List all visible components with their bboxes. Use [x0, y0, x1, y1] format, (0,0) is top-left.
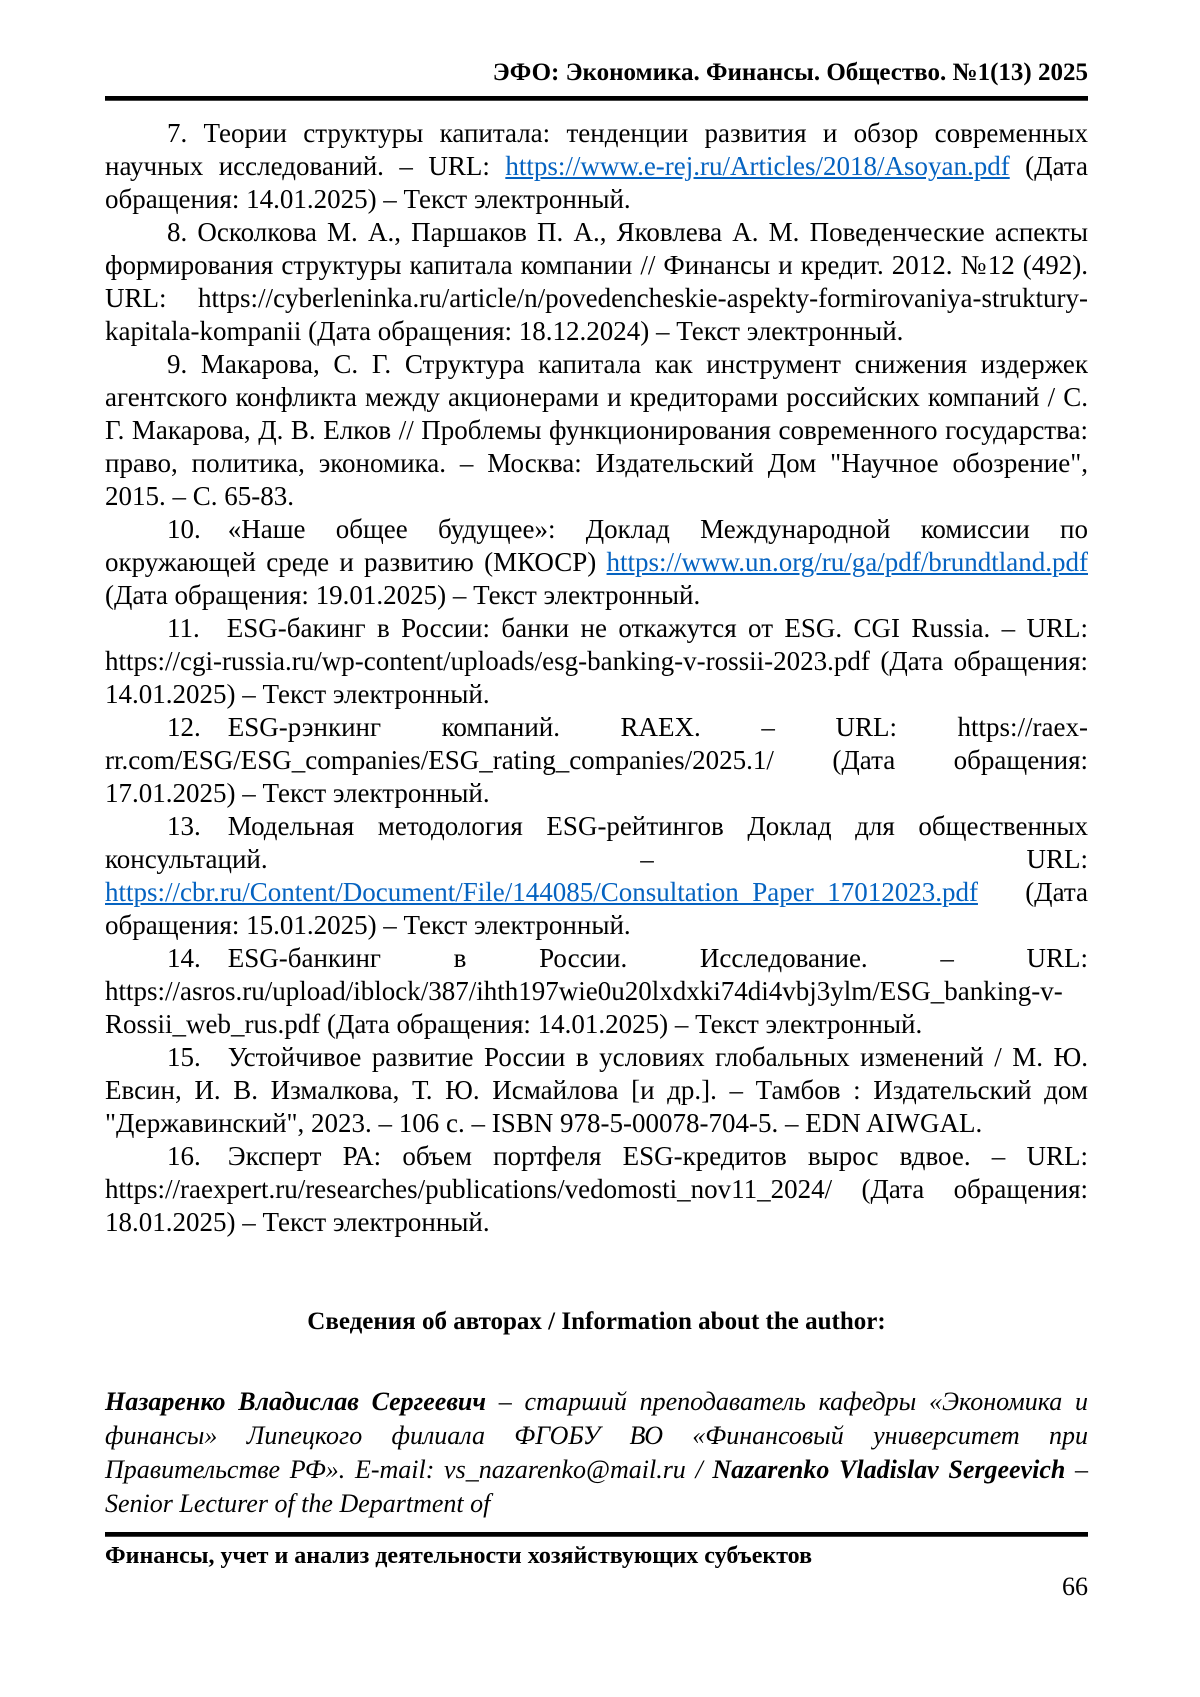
author-name-ru: Назаренко Владислав Сергеевич — [105, 1387, 487, 1416]
author-desc-en: – Senior Lecturer of the Department of — [105, 1455, 1088, 1518]
page-number: 66 — [1062, 1572, 1088, 1601]
footer-rule — [105, 1532, 1088, 1537]
reference-link[interactable]: https://cbr.ru/Content/Document/File/144085/Consultation_Paper_17012023.pdf — [105, 877, 978, 907]
reference-item — [105, 216, 1088, 348]
reference-text: 9. Макарова, С. Г. Структура капитала как инструмент снижения издержек агентского конфликта между акционерами и кредиторами российских компаний / С. Г. Макарова, Д. В. Елков // Проблемы функционирования современного государства: право, политика, экономика. – Москва: Издательский Дом "Научное обозрение", 2015. – С. 65-83. — [105, 349, 1088, 511]
footer-section-title: Финансы, учет и анализ деятельности хозяйствующих субъектов — [105, 1543, 813, 1569]
authors-section — [105, 1307, 1088, 1521]
author-desc-ru: – старший преподаватель кафедры «Экономика и финансы» Липецкого филиала ФГОБУ ВО «Финансовый университет при Правительстве РФ». E-mail: vs_nazarenko@mail.ru / — [105, 1387, 1088, 1484]
reference-item — [105, 711, 1088, 810]
reference-text: (Дата обращения: 15.01.2025) – Текст электронный. — [105, 877, 1088, 940]
reference-text: 7. Теории структуры капитала: тенденции развития и обзор современных научных исследований. – URL: — [105, 118, 1088, 181]
reference-text: 16. Эксперт РА: объем портфеля ESG-кредитов вырос вдвое. – URL: https://raexpert.ru/researches/publications/vedomosti_nov11_2024/ (Дата обращения: 18.01.2025) – Текст электронный. — [105, 1141, 1088, 1237]
reference-item — [105, 348, 1088, 513]
authors-heading: Сведения об авторах / Information about the author: — [307, 1308, 886, 1335]
reference-item — [105, 1140, 1088, 1239]
reference-text: 13. Модельная методология ESG-рейтингов Доклад для общественных консультаций. – URL: — [105, 811, 1088, 874]
author-name-en: Nazarenko Vladislav Sergeevich — [712, 1455, 1066, 1484]
reference-link[interactable]: https://www.e-rej.ru/Articles/2018/Asoyan.pdf — [505, 151, 1010, 181]
reference-text: 11. ESG-бакинг в России: банки не откажутся от ESG. CGI Russia. – URL: https://cgi-russia.ru/wp-content/uploads/esg-banking-v-rossii-2023.pdf (Дата обращения: 14.01.2025) – Текст электронный. — [105, 613, 1088, 709]
page-footer — [105, 1532, 1088, 1602]
reference-item — [105, 513, 1088, 612]
reference-text: (Дата обращения: 14.01.2025) – Текст электронный. — [105, 151, 1088, 214]
header-rule — [105, 96, 1088, 101]
reference-text: (Дата обращения: 19.01.2025) – Текст электронный. — [105, 580, 701, 610]
reference-text: 12. ESG-рэнкинг компаний. RAEX. – URL: https://raex-rr.com/ESG/ESG_companies/ESG_rating_companies/2025.1/ (Дата обращения: 17.01.2025) – Текст электронный. — [105, 712, 1088, 808]
reference-item — [105, 1041, 1088, 1140]
reference-text: 8. Осколкова М. А., Паршаков П. А., Яковлева А. М. Поведенческие аспекты формирования структуры капитала компании // Финансы и кредит. 2012. №12 (492). URL: https://cyberleninka.ru/article/n/povedencheskie-aspekty-formirovaniya-struktury-kapitala-kompanii (Дата обращения: 18.12.2024) – Текст электронный. — [105, 217, 1088, 346]
reference-item — [105, 117, 1088, 216]
reference-link[interactable]: https://www.un.org/ru/ga/pdf/brundtland.pdf — [606, 547, 1088, 577]
page-header — [0, 0, 1200, 101]
reference-item — [105, 942, 1088, 1041]
author-info — [105, 1385, 1088, 1521]
reference-text: 14. ESG-банкинг в России. Исследование. – URL: https://asros.ru/upload/iblock/387/ihth197wie0u20lxdxki74di4vbj3ylm/ESG_banking-v-Rossii_web_rus.pdf (Дата обращения: 14.01.2025) – Текст электронный. — [105, 943, 1088, 1039]
reference-item — [105, 810, 1088, 942]
references-list — [105, 117, 1088, 1239]
reference-item — [105, 612, 1088, 711]
journal-title: ЭФО: Экономика. Финансы. Общество. №1(13) 2025 — [492, 59, 1088, 86]
reference-text: 15. Устойчивое развитие России в условиях глобальных изменений / М. Ю. Евсин, И. В. Измалкова, Т. Ю. Исмайлова [и др.]. – Тамбов : Издательский дом "Державинский", 2023. – 106 с. – ISBN 978-5-00078-704-5. – EDN AIWGAL. — [105, 1042, 1088, 1138]
reference-text: 10. «Наше общее будущее»: Доклад Международной комиссии по окружающей среде и развитию (МКОСР) — [105, 514, 1088, 577]
